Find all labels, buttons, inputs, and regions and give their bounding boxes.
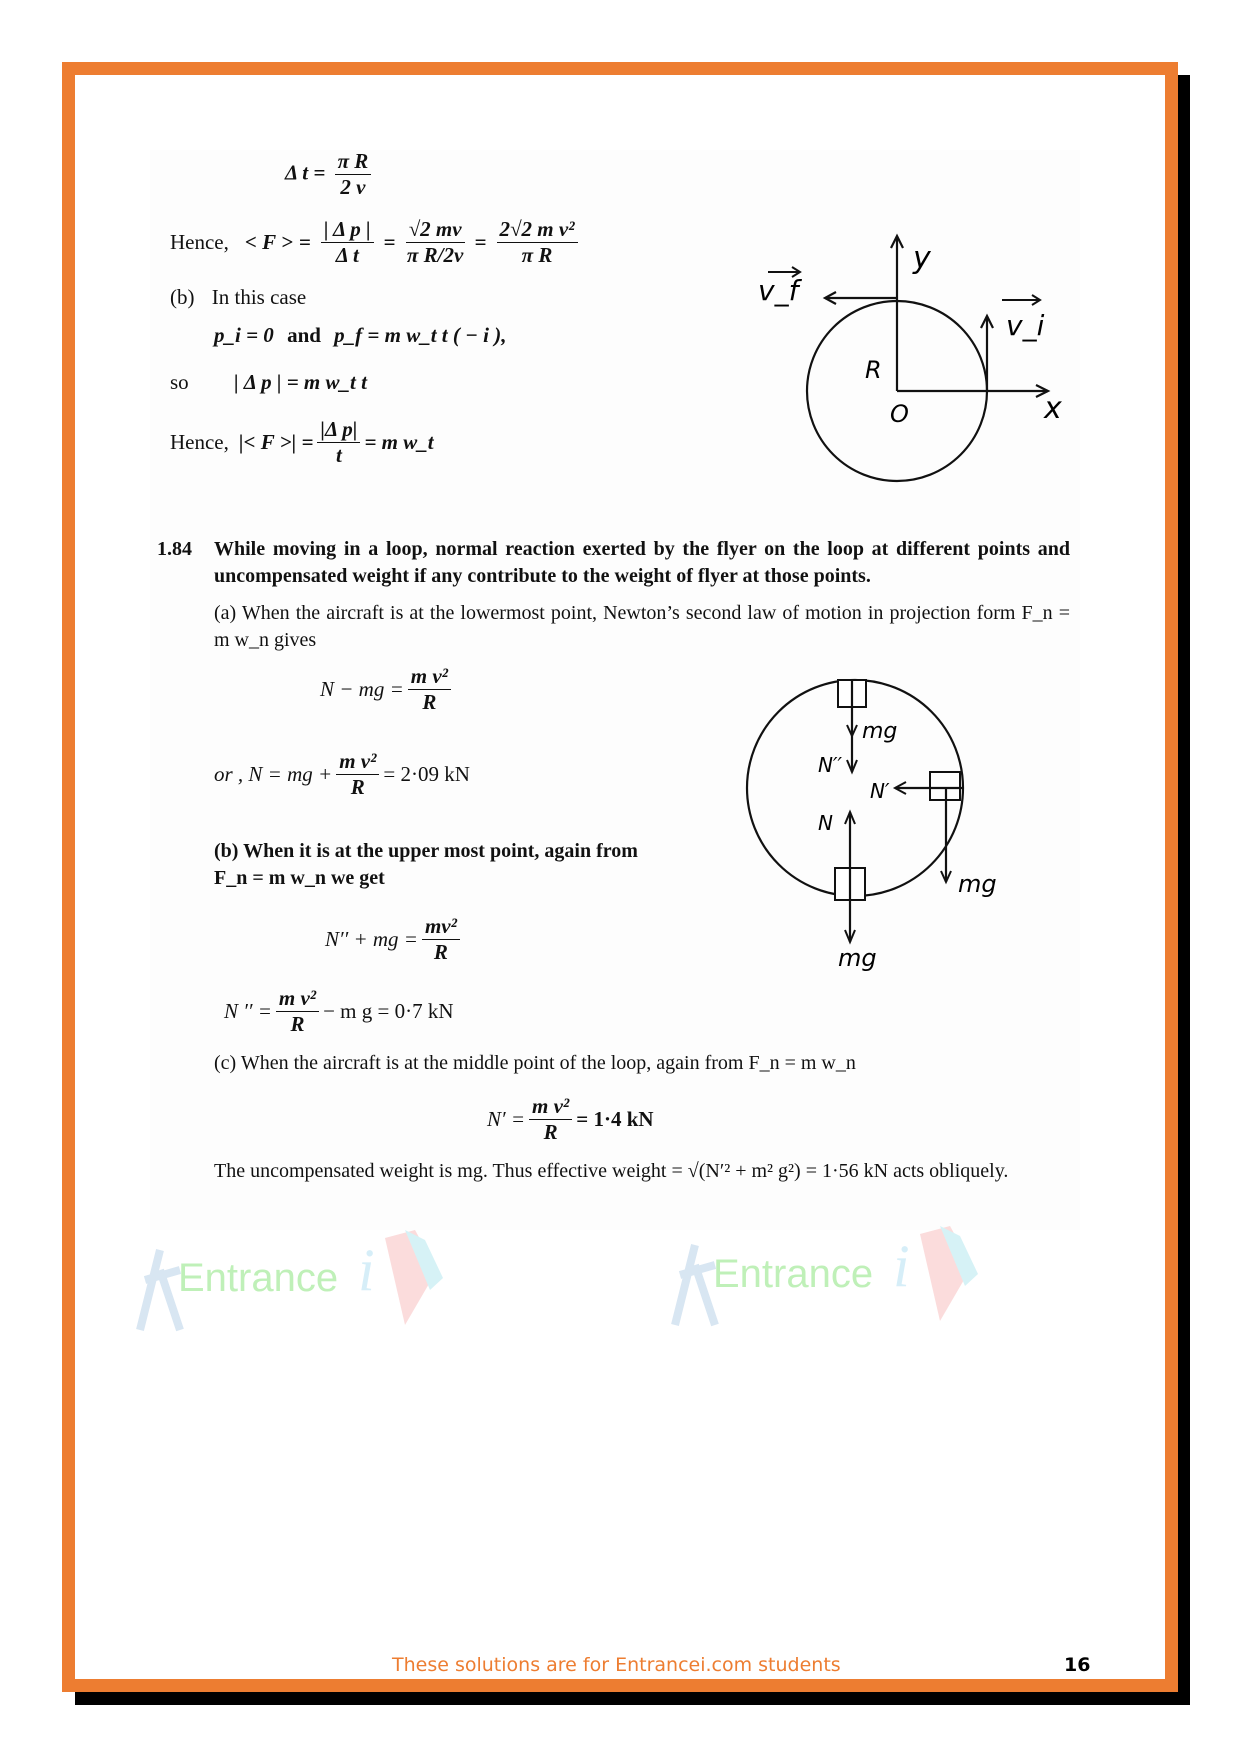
label-n-prime: N′ <box>870 779 890 803</box>
eq-c-num: m v² <box>529 1095 572 1120</box>
f2-den: π R/2v <box>406 243 464 268</box>
eq-b1-den: R <box>433 940 448 965</box>
fm-num: |Δ p| <box>317 418 360 443</box>
eq-a1-fraction <box>408 665 451 714</box>
eq-b2-num: m v² <box>276 987 319 1012</box>
f2-num: √2 mv <box>406 218 465 243</box>
delta-p-equation <box>170 370 367 395</box>
force-mag-result: = m w_t <box>364 430 434 455</box>
label-mg-bottom: mg <box>838 944 877 972</box>
eq-b2-den: R <box>290 1012 305 1037</box>
hence-label-2: Hence, <box>170 430 229 455</box>
eq-c-den: R <box>543 1120 558 1145</box>
problem-number: 1.84 <box>157 538 192 560</box>
label-x: x <box>1044 391 1062 426</box>
dt-numerator: π R <box>335 150 372 175</box>
f1-num: | Δ p | <box>321 218 374 243</box>
momentum-equation <box>214 323 506 348</box>
watermark-text: Entrance <box>713 1252 874 1296</box>
label-n-double-prime: N′′ <box>818 753 843 777</box>
footer-text: These solutions are for Entrancei.com students <box>392 1654 841 1676</box>
fm-den: t <box>336 443 342 468</box>
force-fraction-2 <box>406 218 465 267</box>
equation-average-force: Hence, < F > = $\frac{\text{| Δ p |}}{\text{Δ t}}$ = $\frac{√2 mv}{\text{π R/2v}}$ = $\frac{\text{2√2 m v²}}{\text{π R}}$ <box>170 218 582 267</box>
label-mg-top: mg <box>862 719 898 744</box>
eq-b1-lhs: N′′ + mg = <box>325 927 418 952</box>
delta-p-value: | Δ p | = m w_t t <box>233 370 367 394</box>
circular-motion-diagram <box>700 210 1080 510</box>
label-radius: R <box>865 356 882 384</box>
force-fraction-1 <box>321 218 374 267</box>
loop-forces-diagram <box>720 660 1020 980</box>
p-initial: p_i = 0 <box>214 323 274 347</box>
part-b-text: (b) When it is at the upper most point, again from F_n = m w_n we get <box>214 840 638 889</box>
equation-delta-t <box>285 150 375 199</box>
label-mg-right: mg <box>958 870 997 898</box>
eq-c-lhs: N′ = <box>487 1107 526 1132</box>
conclusion-text: The uncompensated weight is mg. Thus effective weight = √(N′² + m² g²) = 1·56 kN acts obliquely. <box>214 1160 1009 1182</box>
equation-c <box>487 1095 654 1144</box>
equation-b1 <box>325 915 464 964</box>
eq-b2-fraction <box>276 987 319 1036</box>
eq-b2-result: − m g = 0·7 kN <box>323 999 454 1024</box>
label-origin: O <box>890 400 909 428</box>
eq-b2-lhs: N ′′ = <box>224 999 272 1024</box>
eq-a2-fraction <box>336 750 379 799</box>
label-y: y <box>913 241 931 276</box>
part-a-text: (a) When the aircraft is at the lowermost point, Newton’s second law of motion in projection form F_n = m w_n gives <box>214 602 1070 651</box>
problem-intro: While moving in a loop, normal reaction exerted by the flyer on the loop at different points and uncompensated weight if any contribute to the weight of flyer at those points. <box>214 538 1070 587</box>
eq-b1-num: mv² <box>422 915 460 940</box>
eq-a2-den: R <box>350 775 365 800</box>
force-mag-fraction <box>317 418 360 467</box>
page-number: 16 <box>1064 1654 1091 1676</box>
eq-a1-num: m v² <box>408 665 451 690</box>
watermark-i: i <box>358 1237 375 1303</box>
dt-fraction <box>335 150 372 199</box>
eq-a1-den: R <box>422 690 437 715</box>
part-b-intro-text: In this case <box>211 285 307 309</box>
label-vi: v_i <box>1006 309 1045 342</box>
eq-a2-prefix: or , N = mg + <box>214 762 333 787</box>
f3-den: π R <box>521 243 553 268</box>
part-b-label: (b) <box>170 285 195 309</box>
eq-c-fraction <box>529 1095 572 1144</box>
force-magnitude-equation <box>170 418 434 467</box>
watermark-book-icon <box>910 1226 980 1326</box>
f1-den: Δ t <box>335 243 359 268</box>
eq-c-result: = 1·4 kN <box>576 1107 654 1132</box>
equation-a2 <box>214 750 470 799</box>
label-n: N <box>818 811 833 835</box>
eq-b1-fraction <box>422 915 460 964</box>
watermark-book-icon <box>375 1230 445 1330</box>
equation-b2 <box>224 987 454 1036</box>
so-label: so <box>170 370 189 394</box>
eq-a2-num: m v² <box>336 750 379 775</box>
force-magnitude: |< F >| = <box>238 430 314 455</box>
eq-a2-result: = 2·09 kN <box>383 762 470 787</box>
avg-force-symbol: < F > <box>244 230 293 255</box>
and-word: and <box>287 323 321 347</box>
f3-num: 2√2 m v² <box>497 218 578 243</box>
hence-label: Hence, <box>170 230 229 255</box>
label-vf: v_f <box>758 274 799 307</box>
part-c-text: (c) When the aircraft is at the middle point of the loop, again from F_n = m w_n <box>214 1052 856 1074</box>
watermark-i: i <box>893 1233 910 1299</box>
dt-denominator: 2 v <box>340 175 366 200</box>
eq-a1-lhs: N − mg = <box>320 677 404 702</box>
equation-a1 <box>320 665 455 714</box>
dt-lhs: Δ t = <box>285 160 326 185</box>
watermark-text: Entrance <box>178 1256 339 1300</box>
force-fraction-3 <box>497 218 578 267</box>
part-b-intro <box>170 285 306 310</box>
p-final: p_f = m w_t t ( − i ), <box>334 323 507 347</box>
